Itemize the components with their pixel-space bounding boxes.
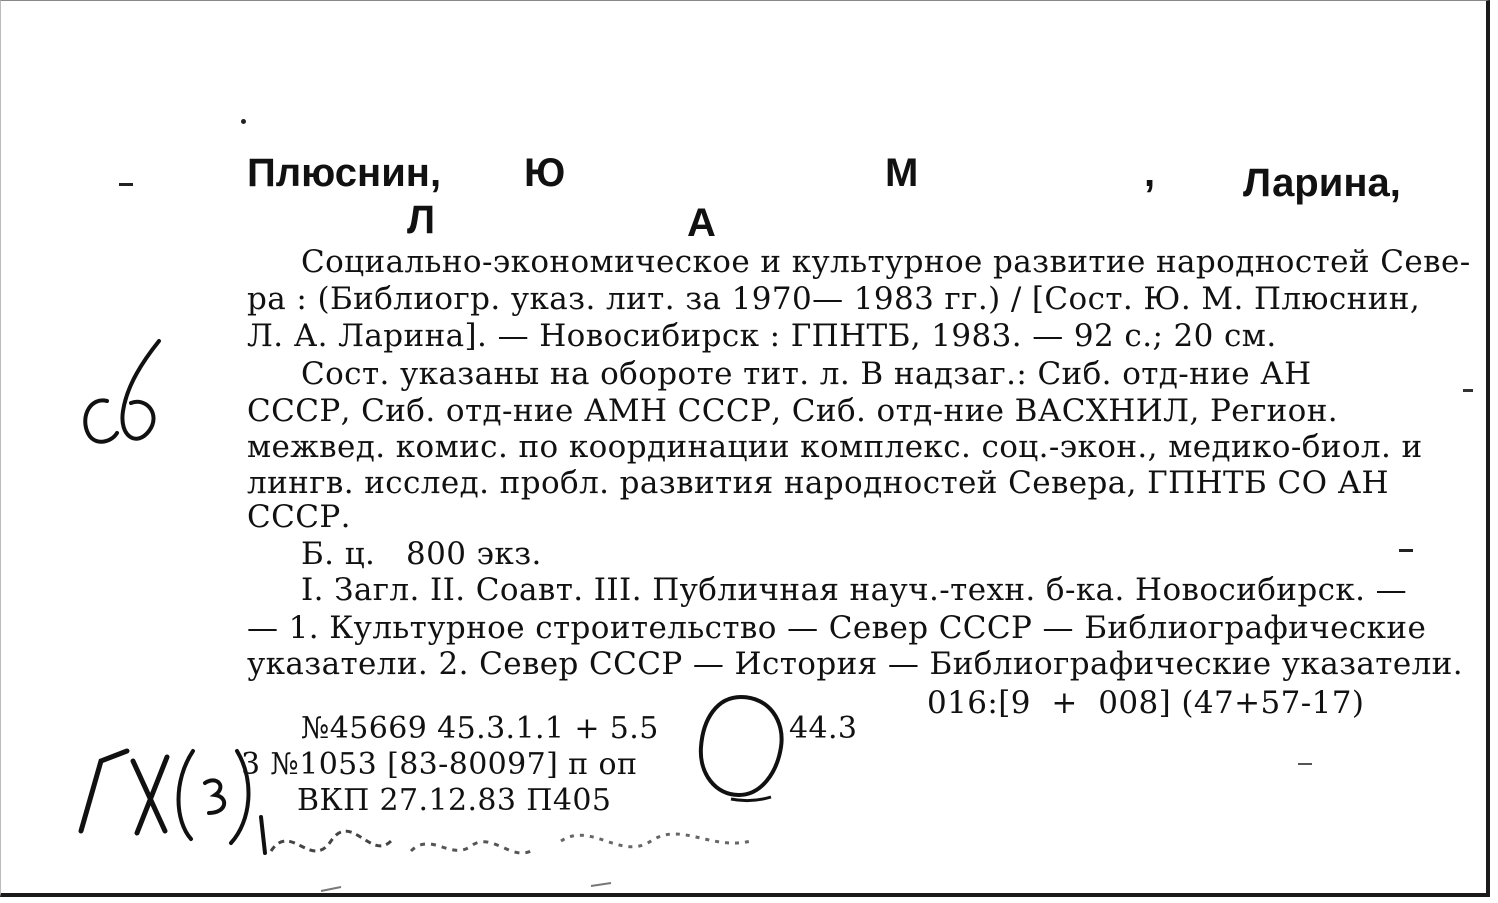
class-line-2: 3 №1053 [83-80097] п оп bbox=[241, 747, 638, 782]
tracing-line-3: указатели. 2. Север СССР — История — Библиографические указатели. bbox=[247, 646, 1463, 682]
stray-mark-icon bbox=[1399, 549, 1413, 552]
stray-mark-icon bbox=[1298, 763, 1312, 765]
class-line-3: ВКП 27.12.83 П405 bbox=[297, 783, 612, 818]
author-initial-1a: Ю bbox=[524, 151, 566, 195]
handwritten-gx-mark-icon bbox=[61, 721, 291, 861]
stray-dot-icon bbox=[241, 119, 246, 124]
tracing-line-1: I. Загл. II. Соавт. III. Публичная науч.-техн. б-ка. Новосибирск. — bbox=[301, 572, 1408, 608]
title-line-2: ра : (Библиогр. указ. лит. за 1970— 1983 гг.) / [Сост. Ю. М. Плюснин, bbox=[247, 281, 1421, 317]
heading-comma: , bbox=[1144, 151, 1156, 195]
tracing-line-2: — 1. Культурное строительство — Север СССР — Библиографические bbox=[247, 610, 1427, 646]
class-line-1-right: 44.3 bbox=[789, 711, 858, 746]
stray-mark-icon bbox=[1463, 389, 1473, 392]
udc-code: 016:[9 + 008] (47+57-17) bbox=[927, 685, 1365, 721]
note-line-5: СССР. bbox=[247, 499, 351, 535]
note-line-4: лингв. исслед. пробл. развития народностей Севера, ГПНТБ СО АН bbox=[247, 465, 1389, 501]
note-line-3: межвед. комис. по координации комплекс. соц.-экон., медико-биол. и bbox=[247, 429, 1423, 465]
price-run: Б. ц. 800 экз. bbox=[301, 536, 542, 572]
author-initial-1b: М bbox=[885, 151, 919, 195]
handwritten-sb-mark-icon bbox=[71, 331, 181, 461]
author-initial-2a: Л bbox=[407, 198, 436, 242]
stray-mark-icon bbox=[119, 183, 133, 186]
class-line-1-left: №45669 45.3.1.1 + 5.5 bbox=[301, 711, 659, 746]
title-line-3: Л. А. Ларина]. — Новосибирск : ГПНТБ, 1983. — 92 с.; 20 см. bbox=[247, 318, 1277, 354]
note-line-2: СССР, Сиб. отд-ние АМН СССР, Сиб. отд-ние ВАСХНИЛ, Регион. bbox=[247, 393, 1339, 429]
faded-stamp-icon bbox=[261, 791, 781, 901]
title-line-1: Социально-экономическое и культурное развитие народностей Севе- bbox=[301, 244, 1471, 280]
author-initial-2b: А bbox=[687, 201, 716, 245]
note-line-1: Сост. указаны на обороте тит. л. В надзаг.: Сиб. отд-ние АН bbox=[301, 356, 1312, 392]
author-surname-1: Плюснин, bbox=[247, 151, 442, 195]
author-surname-2: Ларина, bbox=[1243, 161, 1401, 205]
